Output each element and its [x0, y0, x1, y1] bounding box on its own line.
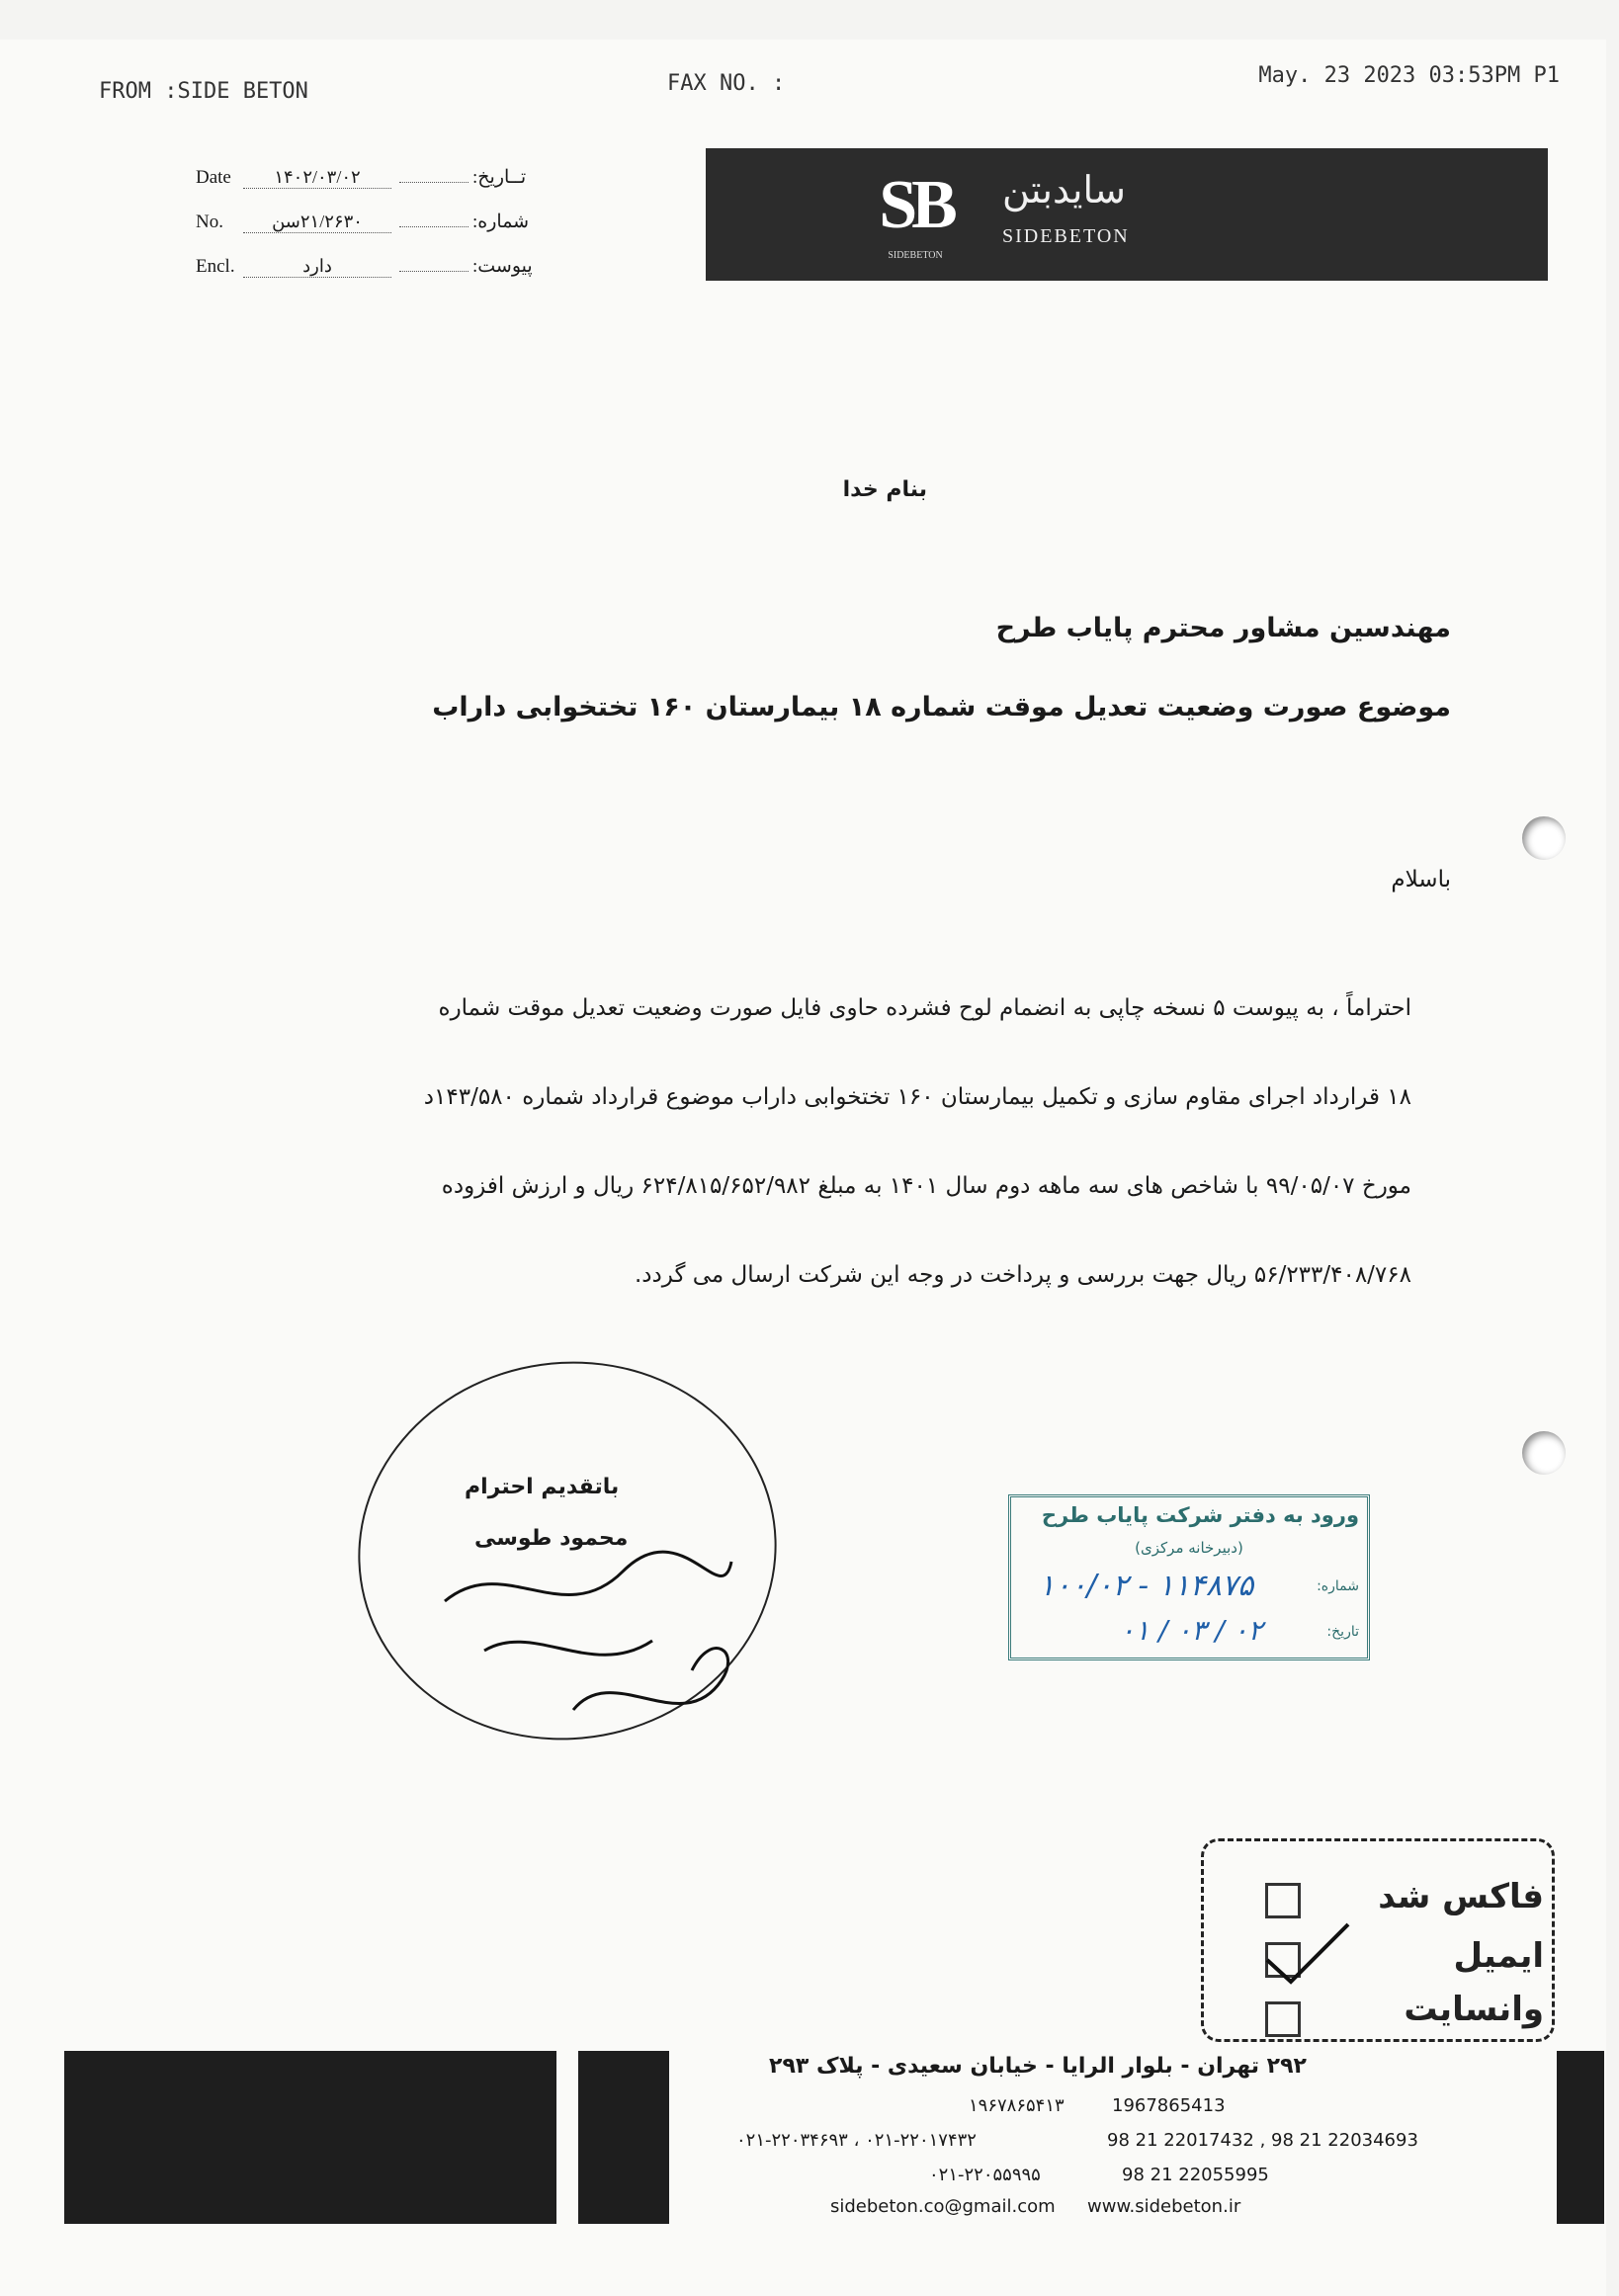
checkbox: [1265, 2001, 1301, 2037]
fax-from: FROM :SIDE BETON: [99, 79, 308, 104]
meta-dots: [399, 271, 469, 272]
company-banner: [706, 148, 1548, 281]
meta-enclosure-value: دارد: [243, 256, 391, 278]
meta-dots: [399, 226, 469, 227]
check-mark-icon: [1263, 1920, 1352, 1990]
subject: موضوع صورت وضعیت تعدیل موقت شماره ۱۸ بیمارستان ۱۶۰ تختخوابی داراب: [432, 692, 1451, 723]
body-line: ۱۸ قرارداد اجرای مقاوم سازی و تکمیل بیمارستان ۱۶۰ تختخوابی داراب موضوع قرارداد شماره ۱۴۳/۵۸۰د: [423, 1084, 1411, 1110]
footer-phone-fa: ۰۲۱-۲۲۰۱۷۴۳۲ ، ۰۲۱-۲۲۰۳۴۶۹۳: [736, 2130, 977, 2151]
meta-enclosure-row: [196, 255, 552, 299]
footer-phone-en: 98 21 22017432 , 98 21 22034693: [1107, 2130, 1418, 2151]
fax-header: [99, 61, 1560, 104]
meta-enclosure-label-fa: پیوست:: [472, 256, 533, 277]
meta-dots: [399, 182, 469, 183]
meta-date-label-en: Date: [196, 167, 231, 188]
company-name-en: SIDEBETON: [1002, 225, 1130, 247]
registration-date: ۰۱ / ۰۳ / ۰۲: [1120, 1614, 1263, 1647]
greeting: باسلام: [1391, 867, 1451, 893]
checkbox: [1265, 1883, 1301, 1918]
fax-date-time: May. 23 2023 03:53PM P1: [1258, 63, 1560, 88]
footer-fax-fa: ۰۲۱-۲۲۰۵۵۹۹۵: [929, 2165, 1041, 2185]
logo-letters: SB: [879, 167, 952, 243]
registration-title: ورود به دفتر شرکت پایاب طرح: [1041, 1503, 1359, 1527]
stamp-word: وانسایت: [1404, 1990, 1544, 2029]
footer-bar-left: [64, 2051, 556, 2224]
meta-date-row: [196, 166, 552, 211]
meta-date-value: ۱۴۰۲/۰۳/۰۲: [243, 167, 391, 189]
logo-caption: SIDEBETON: [888, 250, 943, 261]
footer-web: www.sidebeton.ir: [1087, 2196, 1241, 2217]
signatory-name: محمود طوسی: [474, 1526, 629, 1551]
fax-number: FAX NO. :: [667, 71, 786, 96]
meta-date-label-fa: تــاریخ:: [472, 167, 527, 188]
letter-meta: [196, 166, 552, 299]
body-line: مورخ ۹۹/۰۵/۰۷ با شاخص های سه ماهه دوم سال ۱۴۰۱ به مبلغ ۶۲۴/۸۱۵/۶۵۲/۹۸۲ ریال و ارزش افزوده: [441, 1173, 1411, 1199]
meta-enclosure-label-en: Encl.: [196, 256, 235, 277]
meta-number-row: [196, 211, 552, 255]
registration-subtitle: (دبیرخانه مرکزی): [1135, 1539, 1243, 1557]
stamp-word: فاکس شد: [1378, 1877, 1544, 1916]
registration-stamp: [1008, 1494, 1370, 1660]
registration-number-label: شماره:: [1317, 1578, 1359, 1594]
registration-date-label: تاریخ:: [1326, 1624, 1359, 1640]
footer-address: ۲۹۲ تهران - بلوار الرایا - خیابان سعیدی - پلاک ۲۹۳: [769, 2054, 1307, 2079]
recipient: مهندسین مشاور محترم پایاب طرح: [995, 613, 1451, 643]
footer-postal-fa: ۱۹۶۷۸۶۵۴۱۳: [969, 2095, 1065, 2116]
meta-number-value: ۲۱/۲۶۳۰سن: [243, 212, 391, 233]
stamp-word: ایمیل: [1453, 1936, 1544, 1976]
registration-number: ۱۰۰/۰۲ - ۱۱۴۸۷۵: [1039, 1569, 1254, 1603]
bismillah: بنام خدا: [842, 477, 927, 502]
footer-fax-en: 98 21 22055995: [1122, 2165, 1269, 2185]
footer-postal-en: 1967865413: [1112, 2095, 1226, 2116]
meta-number-label-fa: شماره:: [472, 212, 530, 232]
body-line: ۵۶/۲۳۳/۴۰۸/۷۶۸ ریال جهت بررسی و پرداخت در وجه این شرکت ارسال می گردد.: [635, 1262, 1411, 1288]
punch-hole: [1522, 1431, 1566, 1475]
letter-body: [285, 964, 1411, 1319]
dispatch-stamp: [1201, 1838, 1555, 2042]
signature-closing: باتقدیم احترام: [465, 1475, 620, 1499]
footer-email: sidebeton.co@gmail.com: [830, 2196, 1056, 2217]
meta-number-label-en: No.: [196, 212, 223, 232]
footer-bar-right: [1557, 2051, 1604, 2224]
company-name-fa: سایدبتن: [1002, 168, 1126, 212]
company-logo: [872, 166, 959, 261]
body-line: احتراماً ، به پیوست ۵ نسخه چاپی به انضمام لوح فشرده حاوی فایل صورت وضعیت تعدیل موقت شماره: [438, 995, 1411, 1021]
handwritten-signature: [425, 1542, 751, 1740]
punch-hole: [1522, 816, 1566, 860]
